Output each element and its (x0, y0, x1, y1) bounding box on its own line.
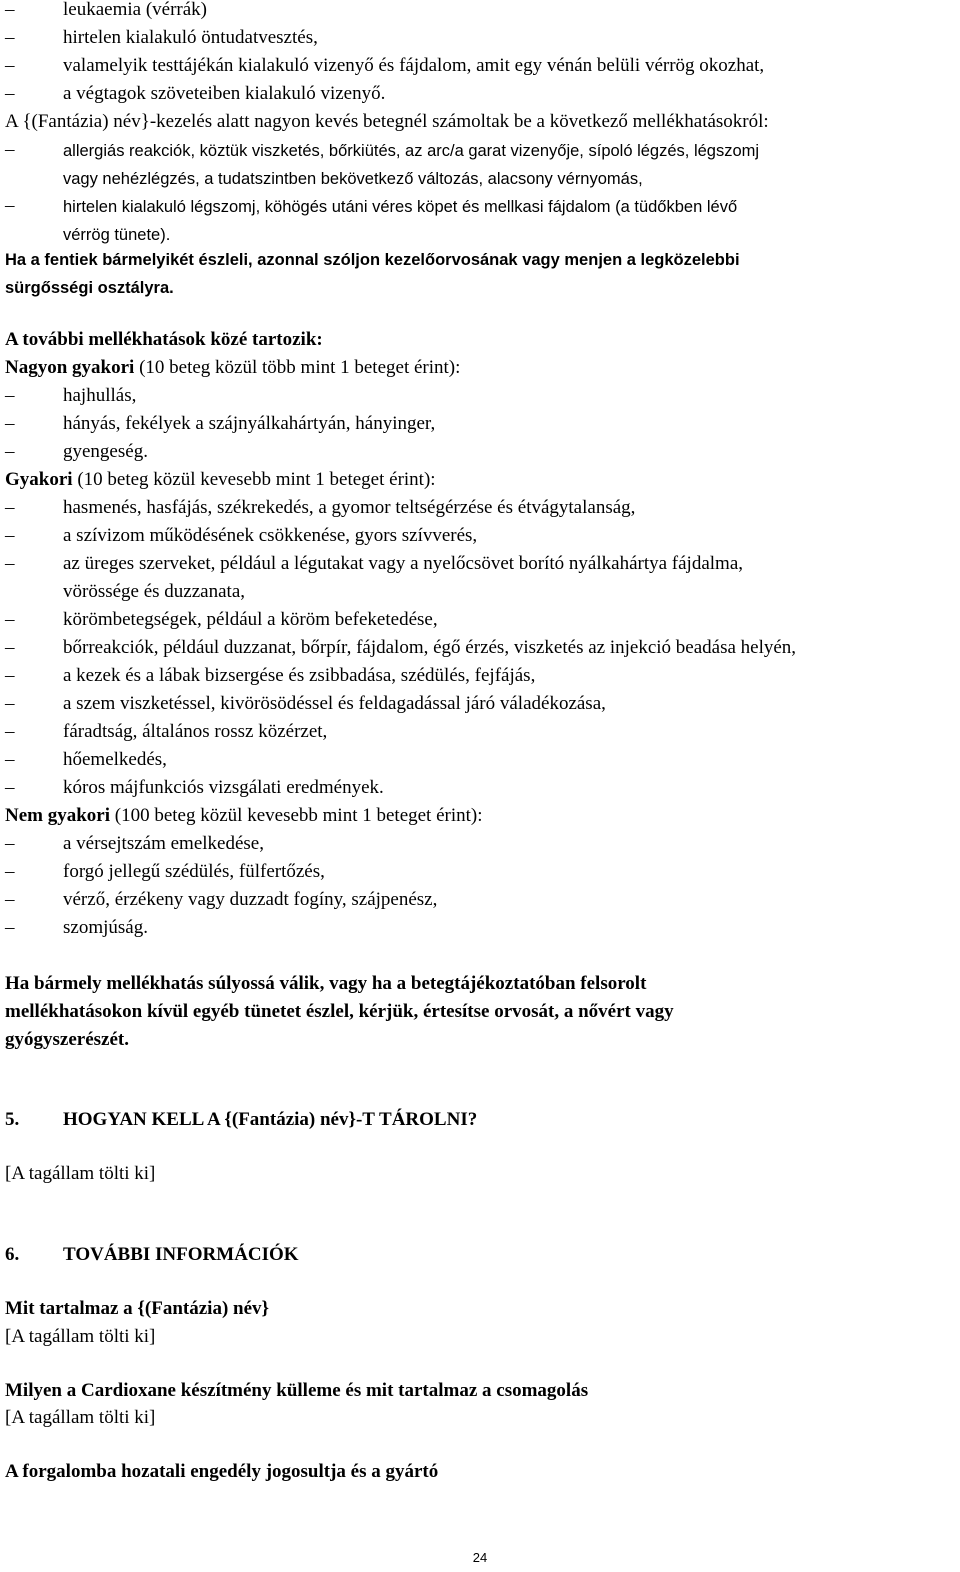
list-item: leukaemia (vérrák) (63, 0, 207, 20)
frequency-desc: (100 beteg közül kevesebb mint 1 beteget érint): (110, 805, 483, 826)
serious-note: Ha bármely mellékhatás súlyossá válik, vagy ha a betegtájékoztatóban felsorolt (5, 973, 647, 994)
subsection-title: Mit tartalmaz a {(Fantázia) név} (5, 1298, 270, 1319)
list-item: a szem viszketéssel, kivörösödéssel és feldagadással járó váladékozása, (63, 693, 606, 714)
list-bullet: – (5, 0, 15, 20)
list-bullet: – (5, 917, 15, 938)
list-item: fáradtság, általános rossz közérzet, (63, 721, 328, 742)
list-item: az üreges szerveket, például a légutakat vagy a nyelőcsövet borító nyálkahártya fájdalma, (63, 553, 744, 574)
list-bullet: – (5, 833, 15, 854)
list-bullet: – (5, 139, 15, 160)
further-title: A további mellékhatások közé tartozik: (5, 329, 323, 350)
subsection-title: A forgalomba hozatali engedély jogosultja és a gyártó (5, 1461, 439, 1482)
frequency-label: Gyakori (5, 469, 73, 490)
list-item: szomjúság. (63, 917, 148, 938)
frequency-label: Nagyon gyakori (5, 357, 135, 378)
list-bullet: – (5, 195, 15, 216)
warning-text-continued: sürgősségi osztályra. (5, 279, 174, 297)
list-bullet: – (5, 55, 15, 76)
list-item-continuation: vagy nehézlégzés, a tudatszintben bekövetkező változás, alacsony vérnyomás, (63, 170, 643, 188)
list-item: gyengeség. (63, 441, 148, 462)
frequency-very-common (5, 357, 956, 379)
list-bullet: – (5, 525, 15, 546)
frequency-desc: (10 beteg közül több mint 1 beteget érint): (134, 357, 461, 378)
list-bullet: – (5, 413, 15, 434)
list-bullet: – (5, 749, 15, 770)
state-fills-placeholder: [A tagállam tölti ki] (5, 1163, 156, 1184)
list-item: a vérsejtszám emelkedése, (63, 833, 264, 854)
list-item: a kezek és a lábak bizsergése és zsibbadása, szédülés, fejfájás, (63, 665, 536, 686)
list-item: a szívizom működésének csökkenése, gyors szívverés, (63, 525, 478, 546)
rare-intro: A {(Fantázia) név}-kezelés alatt nagyon kevés betegnél számoltak be a következő mellékhatásokról: (5, 111, 769, 132)
list-bullet: – (5, 441, 15, 462)
list-item: vérző, érzékeny vagy duzzadt fogíny, szájpenész, (63, 889, 438, 910)
frequency-label: Nem gyakori (5, 805, 111, 826)
subsection-title: Milyen a Cardioxane készítmény külleme és mit tartalmaz a csomagolás (5, 1380, 589, 1401)
section-title: HOGYAN KELL A {(Fantázia) név}-T TÁROLNI? (63, 1109, 478, 1130)
serious-note: gyógyszerészét. (5, 1029, 129, 1050)
list-bullet: – (5, 721, 15, 742)
state-fills-placeholder: [A tagállam tölti ki] (5, 1407, 156, 1428)
section-title: TOVÁBBI INFORMÁCIÓK (63, 1244, 299, 1265)
list-item-continuation: vérrög tünete). (63, 226, 171, 244)
list-bullet: – (5, 889, 15, 910)
list-item: kóros májfunkciós vizsgálati eredmények. (63, 777, 384, 798)
list-bullet: – (5, 777, 15, 798)
list-item: hasmenés, hasfájás, székrekedés, a gyomor teltségérzése és étvágytalanság, (63, 497, 636, 518)
list-item-continuation: vörössége és duzzanata, (63, 581, 246, 602)
section-number: 6. (5, 1244, 20, 1265)
list-bullet: – (5, 27, 15, 48)
frequency-common (5, 469, 956, 491)
list-item: a végtagok szöveteiben kialakuló vizenyő. (63, 83, 386, 104)
list-bullet: – (5, 609, 15, 630)
list-bullet: – (5, 553, 15, 574)
list-bullet: – (5, 693, 15, 714)
list-item: forgó jellegű szédülés, fülfertőzés, (63, 861, 325, 882)
list-item: hirtelen kialakuló légszomj, köhögés utáni véres köpet és mellkasi fájdalom (a tüdőkben lévő (63, 198, 738, 216)
list-bullet: – (5, 665, 15, 686)
list-bullet: – (5, 861, 15, 882)
list-item: bőrreakciók, például duzzanat, bőrpír, fájdalom, égő érzés, viszketés az injekció beadása helyén, (63, 637, 797, 658)
frequency-desc: (10 beteg közül kevesebb mint 1 beteget érint): (72, 469, 436, 490)
page-number: 24 (472, 1550, 488, 1565)
list-bullet: – (5, 497, 15, 518)
section-number: 5. (5, 1109, 20, 1130)
state-fills-placeholder: [A tagállam tölti ki] (5, 1326, 156, 1347)
list-bullet: – (5, 637, 15, 658)
list-bullet: – (5, 83, 15, 104)
list-item: hirtelen kialakuló öntudatvesztés, (63, 27, 318, 48)
list-bullet: – (5, 385, 15, 406)
serious-note: mellékhatásokon kívül egyéb tünetet észlel, kérjük, értesítse orvosát, a nővért vagy (5, 1001, 674, 1022)
list-item: hajhullás, (63, 385, 137, 406)
list-item: körömbetegségek, például a köröm befeketedése, (63, 609, 438, 630)
warning-text: Ha a fentiek bármelyikét észleli, azonnal szóljon kezelőorvosának vagy menjen a legközelebbi (5, 251, 740, 269)
list-item: hányás, fekélyek a szájnyálkahártyán, hányinger, (63, 413, 436, 434)
list-item: valamelyik testtájékán kialakuló vizenyő és fájdalom, amit egy vénán belüli vérrög okozhat, (63, 55, 765, 76)
list-item: hőemelkedés, (63, 749, 167, 770)
frequency-uncommon (5, 805, 956, 827)
list-item: allergiás reakciók, köztük viszketés, bőrkiütés, az arc/a garat vizenyője, sípoló légzés, légszomj (63, 142, 760, 160)
